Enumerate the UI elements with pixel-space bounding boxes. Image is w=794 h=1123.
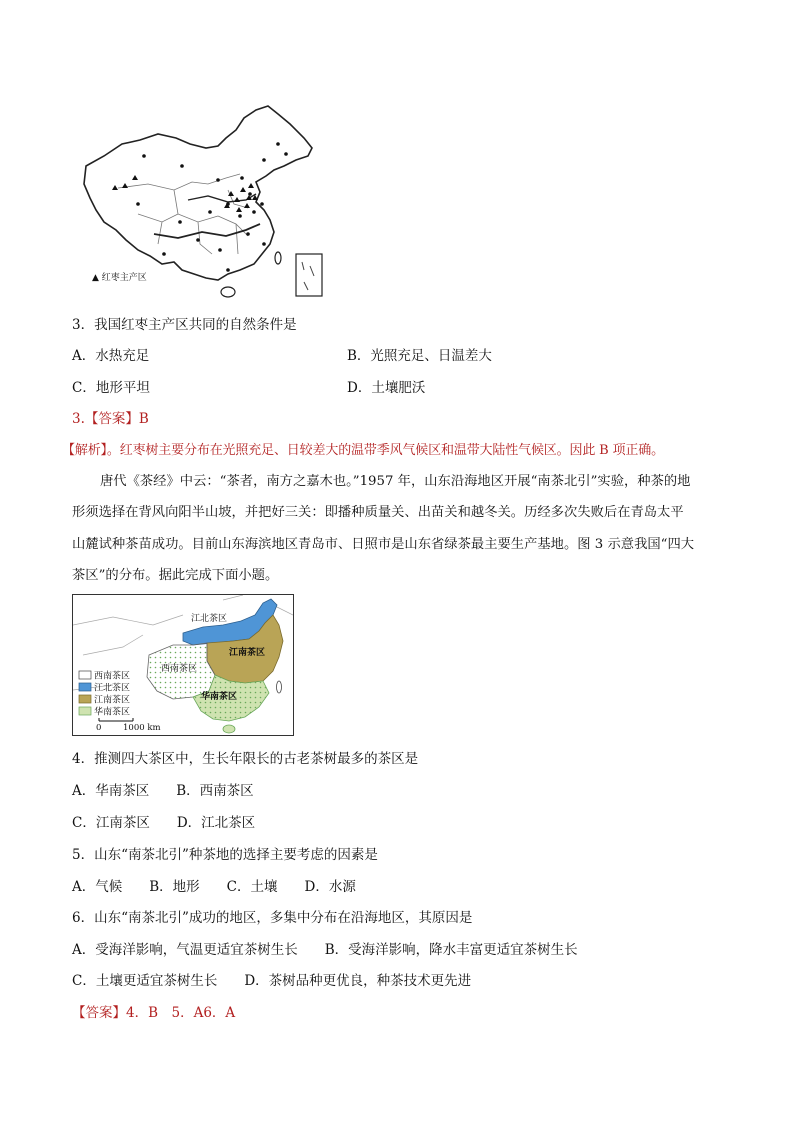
label-jiangnan: 江南茶区: [229, 648, 266, 658]
taiwan-island: [275, 252, 281, 264]
answers-text: 4．B 5．A6．A: [126, 1005, 236, 1021]
legend-label-jiangbei: 江北茶区: [94, 683, 131, 694]
label-xinan: 西南茶区: [161, 664, 198, 674]
hainan-island: [221, 287, 235, 297]
q4-stem: 4．推测四大茶区中，生长年限长的古老茶树最多的茶区是: [72, 751, 419, 767]
answers-line: [72, 1004, 235, 1022]
tea-regions-map-svg: [73, 595, 293, 735]
china-jujube-map: [78, 104, 330, 302]
label-huanan: 华南茶区: [201, 692, 238, 702]
legend-label-jiangnan: 江南茶区: [94, 695, 131, 706]
tea-taiwan: [277, 681, 282, 693]
passage-line-2: 形须选择在背风向阳半山坡，并把好三关：即播种质量关、出苗关和越冬关。历经多次失败后在青岛太平: [72, 505, 684, 520]
q3-option-a: A．水热充足: [72, 348, 150, 364]
q6-options-row1: A．受海洋影响，气温更适宜茶树生长 B．受海洋影响，降水丰富更适宜茶树生长: [72, 942, 578, 958]
q4-options-row1: A．华南茶区 B．西南茶区: [72, 783, 254, 799]
tea-hainan: [223, 725, 235, 733]
q4-options-row2: C．江南茶区 D．江北茶区: [72, 815, 256, 831]
q6-stem: 6．山东“南茶北引”成功的地区，多集中分布在沿海地区，其原因是: [72, 910, 473, 926]
q3-option-b: B．光照充足、日温差大: [347, 348, 492, 364]
scale-zero: 0: [96, 723, 102, 733]
legend-label-xinan: 西南茶区: [94, 671, 131, 682]
q5-options-row1: A．气候 B．地形 C．土壤 D．水源: [72, 879, 356, 895]
legend-swatch-huanan: [79, 707, 91, 715]
passage-line-3: 山麓试种茶苗成功。目前山东海滨地区青岛市、日照市是山东省绿茶最主要生产基地。图 3 示意我国“四大: [72, 537, 695, 552]
tea-regions-map: [72, 594, 294, 736]
legend-swatch-jiangbei: [79, 683, 91, 691]
china-jujube-map-svg: [78, 104, 330, 302]
label-jiangbei: 江北茶区: [191, 614, 228, 624]
q3-option-d: D．土壤肥沃: [347, 380, 426, 396]
q3-stem: 3．我国红枣主产区共同的自然条件是: [72, 317, 297, 333]
answers-label: 【答案】: [72, 1005, 126, 1021]
south-sea-inset: [296, 254, 322, 296]
scale-label: 1000 km: [123, 723, 161, 733]
q3-option-c: C．地形平坦: [72, 380, 150, 396]
legend-swatch-xinan: [79, 671, 91, 679]
legend-label-huanan: 华南茶区: [94, 707, 131, 718]
passage-line-1: 唐代《茶经》中云：“茶者，南方之嘉木也。”1957 年，山东沿海地区开展“南茶北引”实验，种茶的地: [100, 474, 691, 489]
q6-options-row2: C．土壤更适宜茶树生长 D．茶树品种更优良，种茶技术更先进: [72, 973, 472, 989]
legend-swatch-jiangnan: [79, 695, 91, 703]
passage-line-4: 茶区”的分布。据此完成下面小题。: [72, 568, 279, 583]
q3-answer: 3.【答案】B: [72, 411, 149, 427]
q3-analysis: 【解析】。红枣树主要分布在光照充足、日较差大的温带季风气候区和温带大陆性气候区。因此 B 项正确。: [62, 443, 664, 458]
map1-legend: ▲ 红枣主产区: [92, 273, 147, 283]
q5-stem: 5．山东“南茶北引”种茶地的选择主要考虑的因素是: [72, 847, 378, 863]
